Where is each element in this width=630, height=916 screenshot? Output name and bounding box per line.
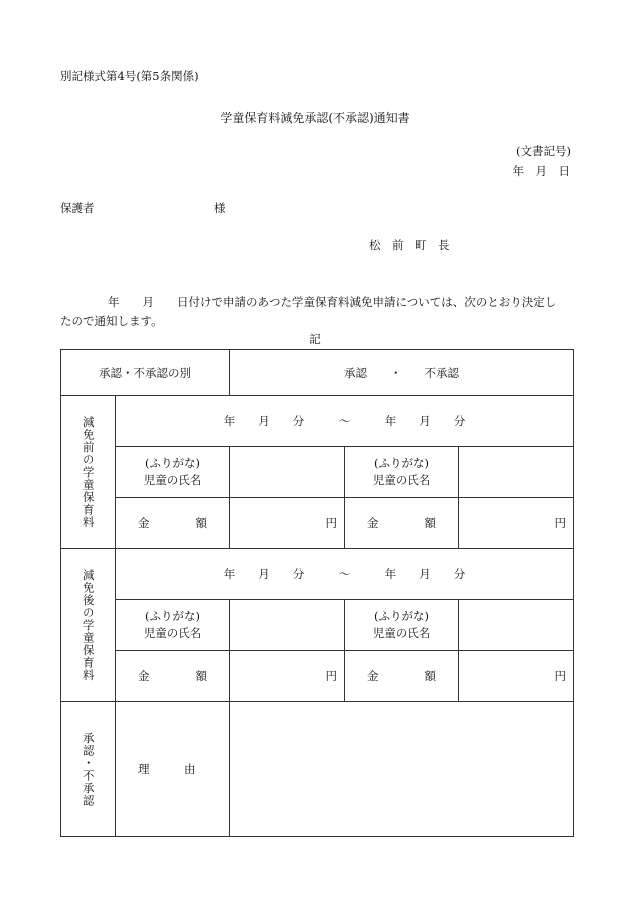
amount-label: 金 額 <box>367 516 436 530</box>
furigana-label: (ふりがな) <box>145 456 200 470</box>
before-amount-label-2 <box>345 498 459 549</box>
after-child-name-value-2 <box>459 600 574 651</box>
decision-label-cell <box>61 702 116 837</box>
after-section-label: 減免後の学童保育料 <box>81 568 96 682</box>
before-section-label-cell <box>61 396 116 549</box>
after-child-name-label-1 <box>116 600 230 651</box>
yen-unit: 円 <box>325 516 337 530</box>
document-title: 学童保育料減免承認(不承認)通知書 <box>220 111 410 125</box>
reason-value <box>230 702 574 837</box>
before-amount-label-1 <box>116 498 230 549</box>
before-period-cell <box>116 396 574 447</box>
approval-value-cell <box>230 350 574 396</box>
before-child-name-label-1 <box>116 447 230 498</box>
before-amount-value-2 <box>459 498 574 549</box>
form-number: 別記様式第4号(第5条関係) <box>60 69 199 83</box>
recipient-prefix: 保護者 <box>60 201 95 215</box>
ki-label: 記 <box>309 332 321 346</box>
before-child-name-label-2 <box>345 447 459 498</box>
yen-unit: 円 <box>325 669 337 683</box>
after-period-cell <box>116 549 574 600</box>
before-child-name-value-2 <box>459 447 574 498</box>
after-child-name-label-2 <box>345 600 459 651</box>
after-amount-value-2 <box>459 651 574 702</box>
after-section-label-cell <box>61 549 116 702</box>
issuer: 松 前 町 長 <box>369 238 450 252</box>
body-line-1: 年 月 日付けで申請のあつた学童保育料減免申請については、次のとおり決定し <box>108 295 557 309</box>
reason-label-cell <box>116 702 230 837</box>
furigana-label: (ふりがな) <box>374 609 429 623</box>
reason-label: 理 由 <box>138 762 196 776</box>
child-name-label: 児童の氏名 <box>372 626 431 640</box>
approval-label: 承認・不承認の別 <box>99 365 191 380</box>
approval-value: 承認 ・ 不承認 <box>344 365 460 380</box>
after-child-name-value-1 <box>230 600 345 651</box>
after-period: 年 月 分 ～ 年 月 分 <box>223 567 466 581</box>
body-line-2: たので通知します。 <box>60 314 163 328</box>
before-period: 年 月 分 ～ 年 月 分 <box>223 414 466 428</box>
yen-unit: 円 <box>554 516 567 530</box>
amount-label: 金 額 <box>138 669 207 683</box>
before-child-name-value-1 <box>230 447 345 498</box>
amount-label: 金 額 <box>138 516 207 530</box>
issue-date: 年 月 日 <box>512 164 570 178</box>
child-name-label: 児童の氏名 <box>143 626 202 640</box>
notice-table <box>60 349 574 837</box>
document-number: (文書記号) <box>516 144 571 158</box>
before-section-label: 減免前の学童保育料 <box>81 415 96 529</box>
recipient-suffix: 様 <box>214 201 226 215</box>
furigana-label: (ふりがな) <box>145 609 200 623</box>
furigana-label: (ふりがな) <box>374 456 429 470</box>
after-amount-value-1 <box>230 651 345 702</box>
yen-unit: 円 <box>554 669 567 683</box>
before-amount-value-1 <box>230 498 345 549</box>
child-name-label: 児童の氏名 <box>143 473 202 487</box>
amount-label: 金 額 <box>367 669 436 683</box>
after-amount-label-1 <box>116 651 230 702</box>
child-name-label: 児童の氏名 <box>372 473 431 487</box>
decision-label: 承認・不承認 <box>81 731 96 807</box>
after-amount-label-2 <box>345 651 459 702</box>
approval-label-cell <box>61 350 230 396</box>
